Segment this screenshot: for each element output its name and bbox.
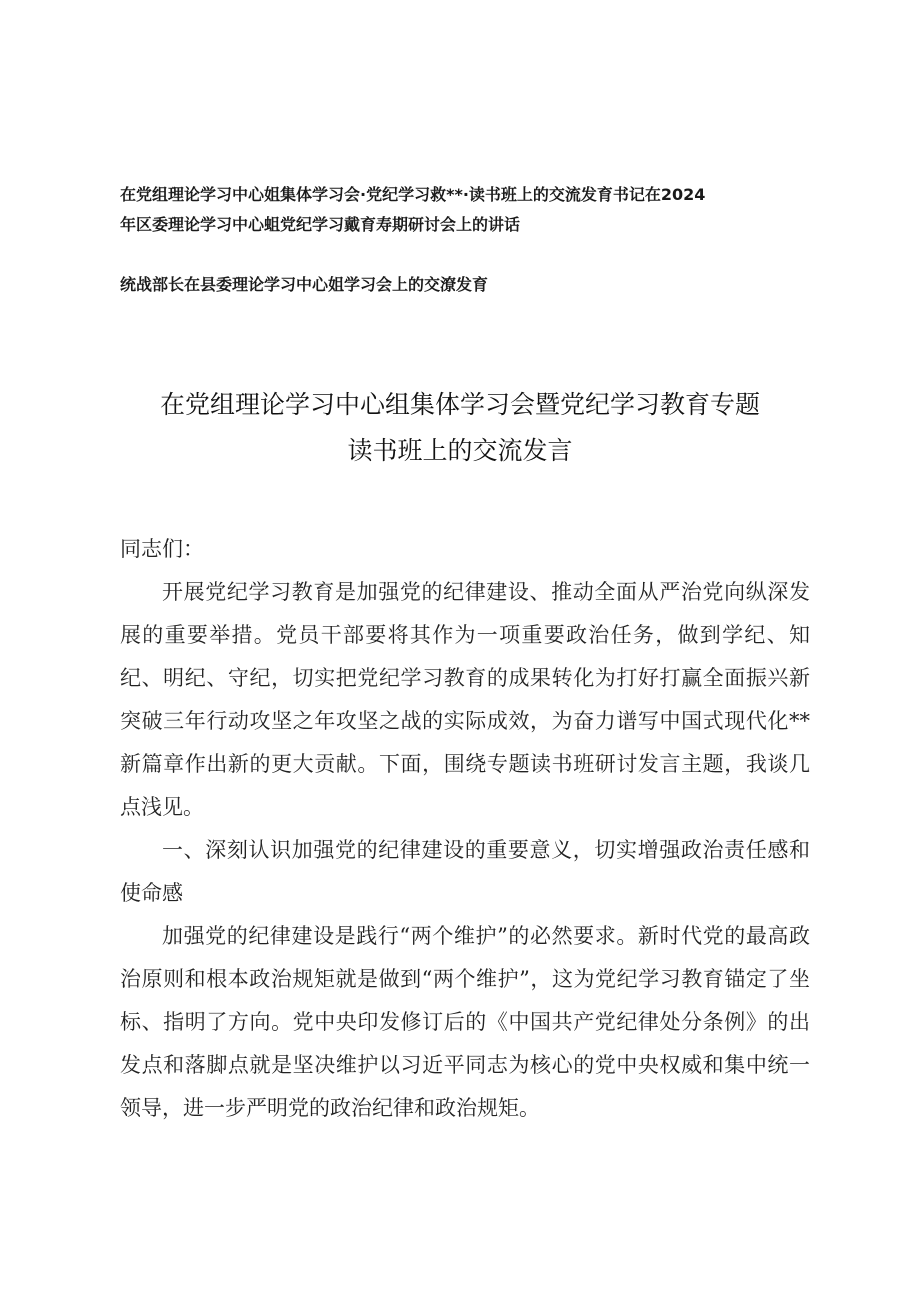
title-line-1: 在党组理论学习中心组集体学习会暨党纪学习教育专题 [159,390,760,419]
related-title-line-3: 统战部长在县委理论学习中心姐学习会上的交潦发育 [120,275,489,294]
related-titles-list [120,180,810,240]
document-body [120,528,810,1130]
paragraph-2: 加强党的纪律建设是践行“两个维护”的必然要求。新时代党的最高政治原则和根本政治规矩就是做到“两个维护”，这为党纪学习教育锚定了坐标、指明了方向。党中央印发修订后的《中国共产党纪律处分条例》的出发点和落脚点就是坚决维护以习近平同志为核心的党中央权威和集中统一领导，进一步严明党的政治纪律和政治规矩。 [120,924,810,1120]
title-line-2: 读书班上的交流发言 [347,436,573,465]
related-title-line-2: 年区委理论学习中心蛆党纪学习戴育寿期研讨会上的讲话 [120,215,521,234]
section-heading-1: 一、深刻认识加强党的纪律建设的重要意义，切实增强政治责任感和使命感 [120,838,810,905]
greeting: 同志们： [120,537,204,561]
related-title-line-1: 在党组理论学习中心姐集体学习会·党纪学习救**·读书班上的交流发育书记在2024 [120,185,706,204]
document-title [60,382,860,474]
related-titles-list-2 [120,270,810,300]
paragraph-1: 开展党纪学习教育是加强党的纪律建设、推动全面从严治党向纵深发展的重要举措。党员干部要将其作为一项重要政治任务，做到学纪、知纪、明纪、守纪，切实把党纪学习教育的成果转化为打好打赢全面振兴新突破三年行动攻坚之年攻坚之战的实际成效，为奋力谱写中国式现代化**新篇章作出新的更大贡献。下面，围绕专题读书班研讨发言主题，我谈几点浅见。 [120,580,810,819]
